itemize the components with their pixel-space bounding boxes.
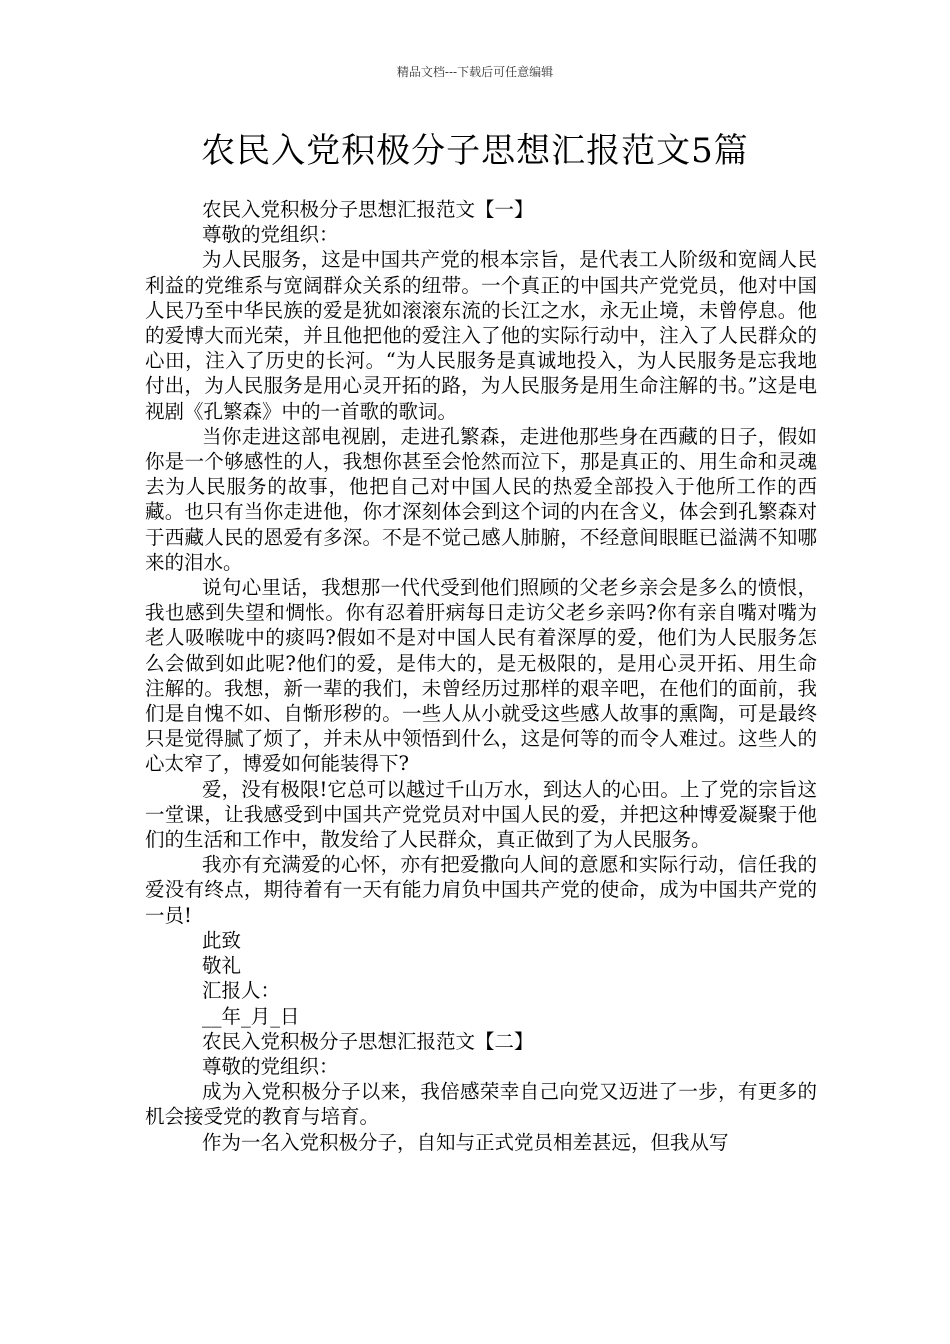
paragraph: 说句心里话，我想那一代代受到他们照顾的父老乡亲会是多么的愤恨，我也感到失望和惆怅。你有忍着肝病每日走访父老乡亲吗?你有亲自嘴对嘴为老人吸喉咙中的痰吗?假如不是对中国人民有着深厚的爱，他们为人民服务怎么会做到如此呢?他们的爱，是伟大的，是无极限的，是用心灵开拓、用生命注解的。我想，新一辈的我们，未曾经历过那样的艰辛吧，在他们的面前，我们是自愧不如、自惭形秽的。一些人从小就受这些感人故事的熏陶，可是最终只是觉得腻了烦了，并未从中领悟到什么，这是何等的而令人难过。这些人的心太窄了，博爱如何能装得下? [145, 576, 817, 776]
paragraph: 成为入党积极分子以来，我倍感荣幸自己向党又迈进了一步，有更多的机会接受党的教育与培育。 [145, 1080, 817, 1129]
date-line: __年_月_日 [202, 1004, 300, 1028]
paragraph: 当你走进这部电视剧，走进孔繁森，走进他那些身在西藏的日子，假如你是一个够感性的人，我想你甚至会怆然而泣下，那是真正的、用生命和灵魂去为人民服务的故事，他把自己对中国人民的热爱全部投入于他所工作的西藏。也只有当你走进他，你才深刻体会到这个词的内在含义，体会到孔繁森对于西藏人民的恩爱有多深。不是不觉己感人肺腑，不经意间眼眶已溢满不知哪来的泪水。 [145, 424, 817, 574]
closing-line: 敬礼 [202, 954, 242, 978]
paragraph: 我亦有充满爱的心怀，亦有把爱撒向人间的意愿和实际行动，信任我的爱没有终点，期待着有一天有能力肩负中国共产党的使命，成为中国共产党的一员! [145, 853, 817, 927]
reporter-line: 汇报人： [202, 979, 281, 1003]
page-title: 农民入党积极分子思想汇报范文5篇 [201, 131, 749, 171]
salutation: 尊敬的党组织： [202, 1054, 339, 1078]
paragraph: 作为一名入党积极分子，自知与正式党员相差甚远，但我从写 [202, 1130, 729, 1154]
section-heading-1: 农民入党积极分子思想汇报范文【一】 [202, 198, 534, 221]
section-heading-2: 农民入党积极分子思想汇报范文【二】 [202, 1029, 534, 1053]
header-note: 精品文档---下载后可任意编辑 [396, 65, 554, 79]
paragraph: 爱，没有极限!它总可以越过千山万水，到达人的心田。上了党的宗旨这一堂课，让我感受到中国共产党党员对中国人民的爱，并把这种博爱凝聚于他们的生活和工作中，散发给了人民群众，真正做到了为人民服务。 [145, 777, 817, 852]
document-body [145, 197, 817, 1155]
closing-line: 此致 [202, 928, 242, 952]
paragraph: 为人民服务，这是中国共产党的根本宗旨，是代表工人阶级和宽阔人民利益的党维系与宽阔群众关系的纽带。一个真正的中国共产党党员，他对中国人民乃至中华民族的爱是犹如滚滚东流的长江之水，永无止境，未曾停息。他的爱博大而光荣，并且他把他的爱注入了他的实际行动中，注入了人民群众的心田，注入了历史的长河。“为人民服务是真诚地投入，为人民服务是忘我地付出，为人民服务是用心灵开拓的路，为人民服务是用生命注解的书。”这是电视剧《孔繁森》中的一首歌的歌词。 [145, 248, 817, 423]
salutation: 尊敬的党组织： [202, 223, 339, 247]
